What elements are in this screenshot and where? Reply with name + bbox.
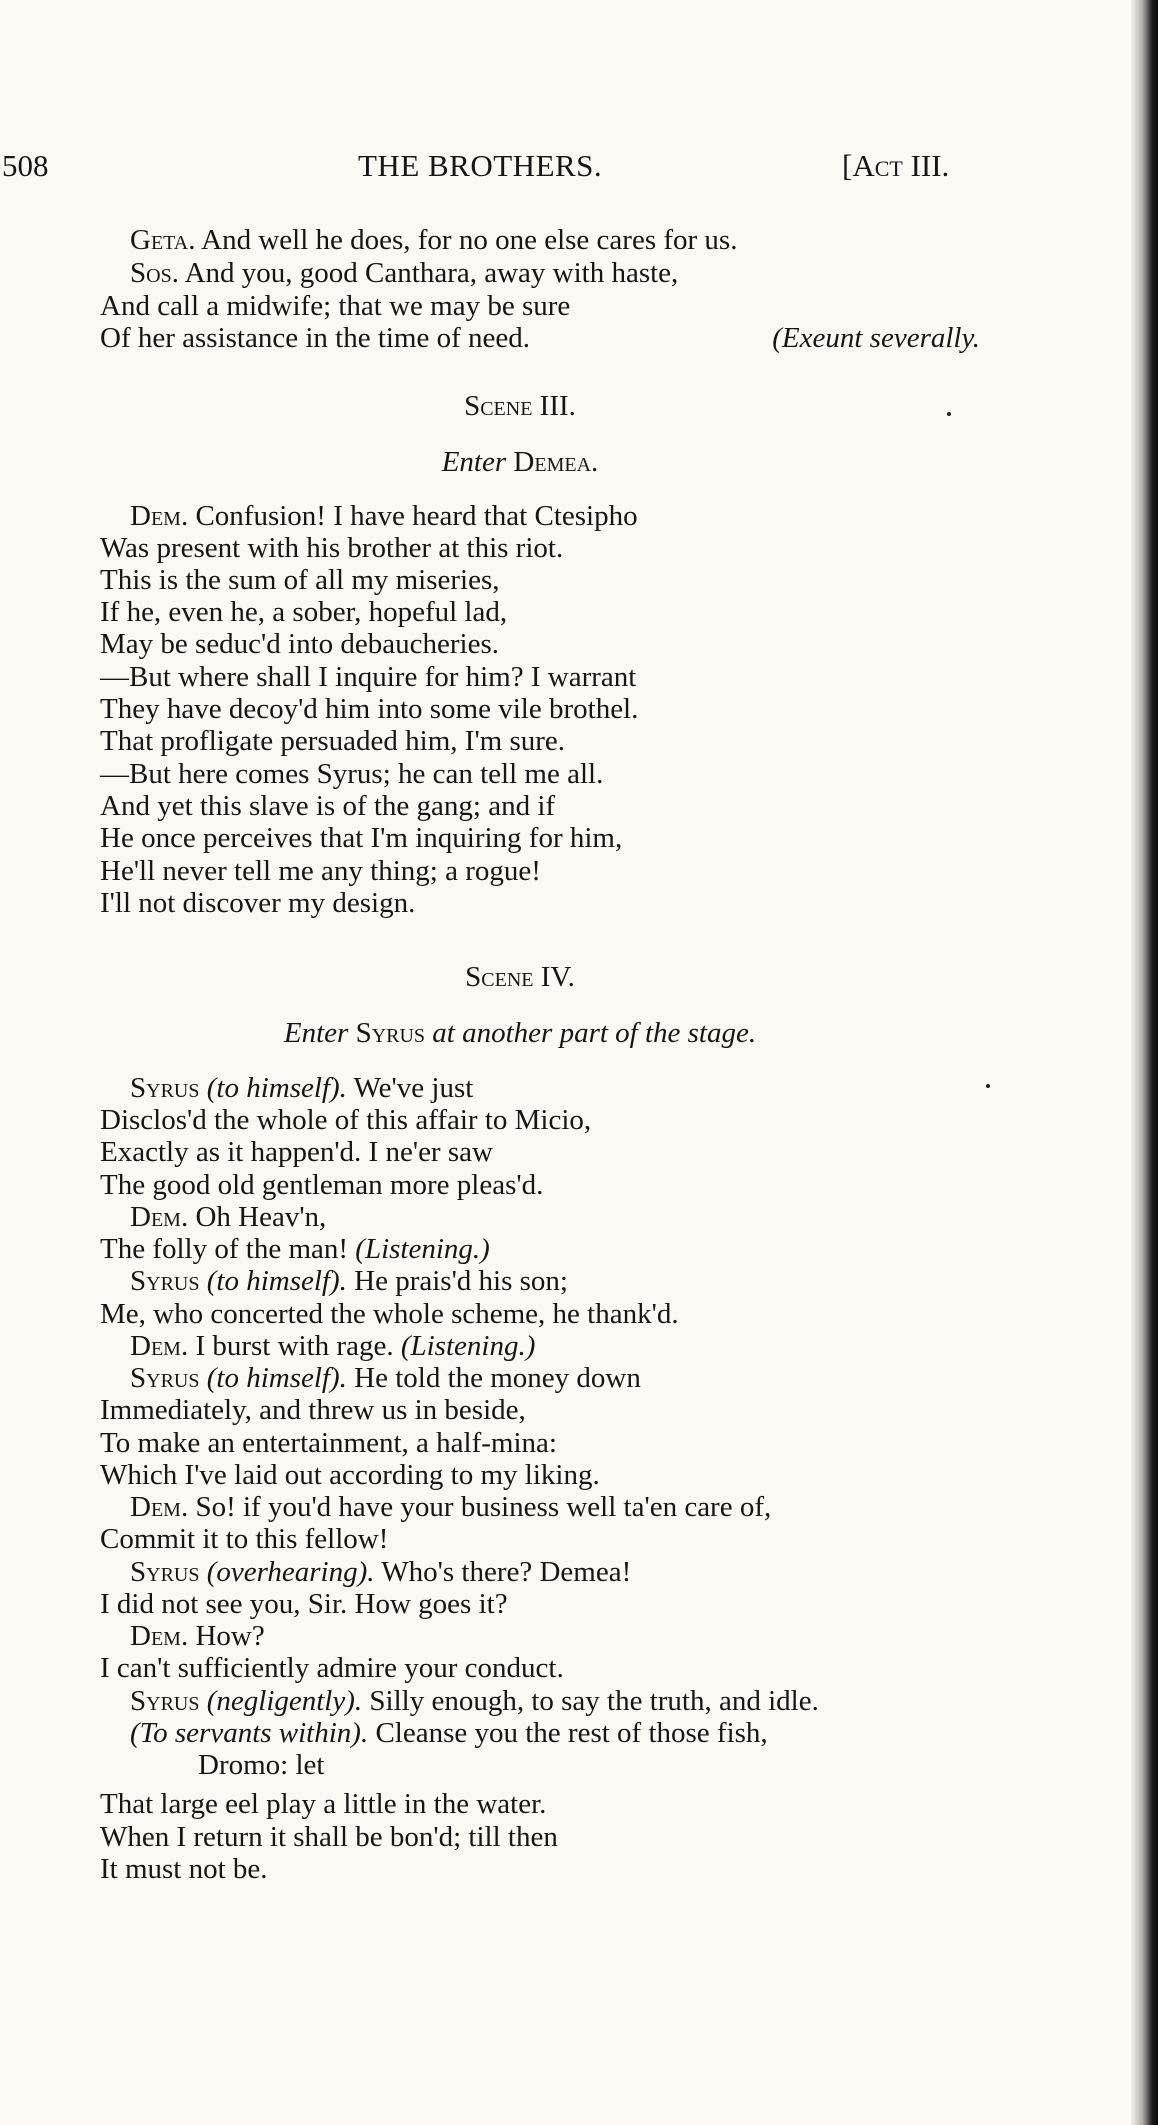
- stage-direction: (to himself).: [206, 1265, 347, 1297]
- verse-line: That profligate persuaded him, I'm sure.: [100, 725, 566, 757]
- verse-line: [130, 1716, 768, 1750]
- direction-text: at another part of the stage.: [432, 1017, 757, 1049]
- line-text: Who's there? Demea!: [381, 1556, 632, 1588]
- stage-direction: [0, 1016, 1040, 1050]
- line-text: I burst with rage.: [195, 1330, 394, 1362]
- line-text: Confusion! I have heard that Ctesipho: [195, 500, 638, 532]
- verse-line: And yet this slave is of the gang; and if: [100, 790, 556, 822]
- speaker-name: Dem.: [130, 1620, 189, 1652]
- verse-line: [130, 499, 638, 533]
- verse-line: [130, 1555, 631, 1589]
- verse-line: And call a midwife; that we may be sure: [100, 290, 571, 322]
- enter-word: Enter: [283, 1017, 349, 1049]
- speaker-name: Syrus: [130, 1362, 200, 1394]
- verse-line: I'll not discover my design.: [100, 887, 416, 919]
- verse-line: This is the sum of all my miseries,: [100, 564, 500, 596]
- line-text: How?: [195, 1620, 265, 1652]
- stage-direction: (Listening.): [355, 1233, 490, 1265]
- verse-line: Commit it to this fellow!: [100, 1523, 389, 1555]
- verse-line: He once perceives that I'm inquiring for him,: [100, 822, 623, 854]
- verse-line: It must not be.: [100, 1853, 268, 1885]
- print-speck: [947, 412, 951, 416]
- verse-line: He'll never tell me any thing; a rogue!: [100, 855, 541, 887]
- scene-heading: Scene IV.: [465, 961, 575, 993]
- speaker-name: Dem.: [130, 1491, 189, 1523]
- line-text: Oh Heav'n,: [195, 1201, 327, 1233]
- verse-line: That large eel play a little in the water.: [100, 1788, 547, 1820]
- speaker-name: Syrus: [130, 1556, 200, 1588]
- line-text: And you, good Canthara, away with haste,: [184, 257, 679, 289]
- speaker-name: Dem.: [130, 500, 189, 532]
- verse-line: [130, 1361, 641, 1395]
- verse-line: Was present with his brother at this riot.: [100, 532, 564, 564]
- line-text: And well he does, for no one else cares for us.: [201, 224, 738, 256]
- verse-line: Exactly as it happen'd. I ne'er saw: [100, 1136, 493, 1168]
- verse-line: Dromo: let: [198, 1749, 325, 1781]
- stage-direction: [0, 445, 1040, 479]
- verse-line: Immediately, and threw us in beside,: [100, 1394, 526, 1426]
- verse-line: To make an entertainment, a half-mina:: [100, 1427, 557, 1459]
- verse-line: The good old gentleman more pleas'd.: [100, 1169, 544, 1201]
- verse-line: —But where shall I inquire for him? I warrant: [100, 661, 637, 693]
- verse-line: [130, 256, 678, 290]
- verse-line: [130, 1619, 265, 1653]
- line-text: We've just: [353, 1072, 474, 1104]
- speaker-name: Syrus: [130, 1265, 200, 1297]
- print-speck: [986, 1084, 990, 1088]
- verse-line: —But here comes Syrus; he can tell me all.: [100, 758, 604, 790]
- stage-direction: (Listening.): [400, 1330, 536, 1362]
- verse-line: Which I've laid out according to my liking.: [100, 1459, 600, 1491]
- speaker-name: Geta.: [130, 224, 196, 256]
- speaker-name: Syrus: [130, 1072, 200, 1104]
- verse-line: If he, even he, a sober, hopeful lad,: [100, 596, 508, 628]
- line-text: Cleanse you the rest of those fish,: [375, 1717, 768, 1749]
- character-name: Syrus: [355, 1017, 426, 1049]
- stage-direction: [0, 321, 980, 355]
- stage-direction: (To servants within).: [130, 1717, 369, 1749]
- line-text: So! if you'd have your business well ta'en care of,: [195, 1491, 772, 1523]
- running-header: [0, 148, 1020, 188]
- character-name: Demea.: [513, 446, 599, 478]
- verse-line: [130, 1684, 819, 1718]
- verse-line: When I return it shall be bon'd; till then: [100, 1821, 558, 1853]
- verse-line: [130, 223, 737, 257]
- line-text: The folly of the man!: [100, 1233, 349, 1265]
- page-edge-shadow: [1130, 0, 1158, 2125]
- stage-direction: (overhearing).: [206, 1556, 375, 1588]
- verse-line: Of her assistance in the time of need.: [100, 322, 531, 354]
- page-number: 508: [2, 148, 49, 183]
- line-text: He prais'd his son;: [354, 1265, 568, 1297]
- verse-line: I can't sufficiently admire your conduct.: [100, 1652, 564, 1684]
- line-text: He told the money down: [354, 1362, 641, 1394]
- running-title: THE BROTHERS.: [358, 148, 603, 183]
- verse-line: They have decoy'd him into some vile brothel.: [100, 693, 639, 725]
- verse-line: [130, 1264, 568, 1298]
- verse-line: Me, who concerted the whole scheme, he thank'd.: [100, 1298, 679, 1330]
- act-label: [Act III.: [842, 148, 950, 183]
- verse-line: I did not see you, Sir. How goes it?: [100, 1588, 508, 1620]
- enter-word: Enter: [441, 446, 507, 478]
- speaker-name: Syrus: [130, 1685, 200, 1717]
- stage-direction: (to himself).: [206, 1072, 347, 1104]
- verse-line: [130, 1329, 535, 1363]
- verse-line: [130, 1490, 771, 1524]
- verse-line: [100, 1232, 490, 1266]
- speaker-name: Sos.: [130, 257, 179, 289]
- stage-direction: (to himself).: [206, 1362, 347, 1394]
- verse-line: May be seduc'd into debaucheries.: [100, 628, 500, 660]
- verse-line: [130, 1071, 473, 1105]
- exeunt-direction: (Exeunt severally.: [772, 322, 980, 354]
- stage-direction: (negligently).: [206, 1685, 363, 1717]
- verse-line: Disclos'd the whole of this affair to Micio,: [100, 1104, 592, 1136]
- speaker-name: Dem.: [130, 1201, 189, 1233]
- scene-heading: Scene III.: [464, 390, 576, 422]
- verse-line: [130, 1200, 326, 1234]
- line-text: Silly enough, to say the truth, and idle.: [369, 1685, 819, 1717]
- speaker-name: Dem.: [130, 1330, 189, 1362]
